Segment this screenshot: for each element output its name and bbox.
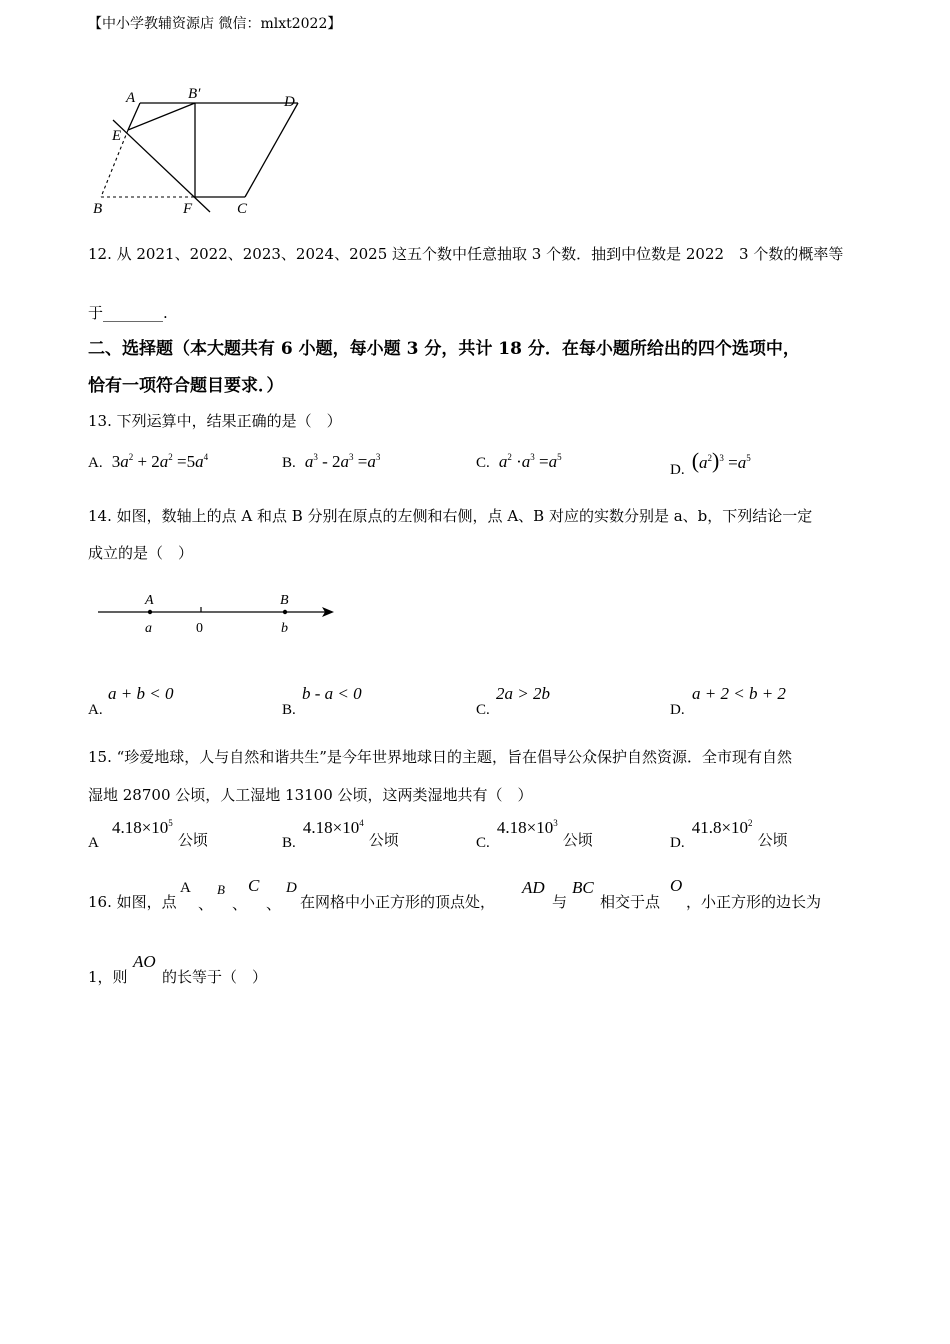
label-a: A xyxy=(126,90,136,106)
q14-option-b-label: B. xyxy=(282,702,296,718)
q15-option-c-unit: 公顷 xyxy=(562,831,593,849)
q13-option-d xyxy=(670,448,751,478)
q16-point-o: O xyxy=(670,876,683,895)
q16-tail: ，小正方形的边长为 xyxy=(686,893,822,911)
q15-option-c-expr: $4.18\times 10^3$ xyxy=(496,818,558,837)
point-b-label: B xyxy=(280,593,289,608)
q15-option-b xyxy=(282,818,399,851)
point-a-value: a xyxy=(145,621,152,636)
label-e: E xyxy=(112,128,122,144)
q16-sep-2: 、 xyxy=(232,895,248,913)
q16-point-d: D xyxy=(286,880,297,896)
q13-option-a-expr: $3a^2 + 2a^2 =5a^4$ xyxy=(111,452,209,471)
q13-option-b-label: B. xyxy=(282,455,296,471)
q13-option-b xyxy=(282,452,380,472)
point-b-value: b xyxy=(281,621,288,636)
q16-point-c: C xyxy=(248,876,260,895)
q13-option-b-expr: $a^3 - 2a^3 =a^3$ xyxy=(304,452,381,471)
label-d: D xyxy=(284,94,295,110)
q15-option-a-expr: $4.18\times 10^5$ xyxy=(111,818,173,837)
q14-line2: 成立的是（ ） xyxy=(88,544,194,562)
q15-option-d-unit: 公顷 xyxy=(757,831,788,849)
q15-line1: 15. “珍爱地球，人与自然和谐共生”是今年世界地球日的主题，旨在倡导公众保护自然资源．全市现有自然 xyxy=(88,748,792,766)
q12-line1: 12. 从 2021、2022、2023、2024、2025 这五个数中任意抽取 3 个数．抽到中位数是 2022 3 个数的概率等 xyxy=(88,245,844,263)
q15-option-a-label: A xyxy=(88,835,99,851)
q16-sep-3: 、 xyxy=(266,895,282,913)
q16-point-b: B xyxy=(217,882,225,897)
q15-option-d-label: D. xyxy=(670,835,685,851)
label-b-prime: B′ xyxy=(188,86,201,102)
q14-option-c-label: C. xyxy=(476,702,490,718)
q14-option-d-label: D. xyxy=(670,702,685,718)
q13-option-c-expr: $a^2 \cdot a^3 =a^5$ xyxy=(498,452,562,471)
q13-option-c xyxy=(476,452,562,472)
q13-option-a xyxy=(88,452,208,472)
number-line xyxy=(90,585,350,645)
q14-line1: 14. 如图，数轴上的点 A 和点 B 分别在原点的左侧和右侧，点 A、B 对应的实数分别是 a、b，下列结论一定 xyxy=(88,507,813,525)
q13-option-d-expr: $(a^2)^3 =a^5$ xyxy=(691,448,751,473)
q16-seg-ao: AO xyxy=(133,952,156,971)
q15-option-c-label: C. xyxy=(476,835,490,851)
q16-sep-1: 、 xyxy=(198,895,214,913)
q14-option-a-expr: a + b < 0 xyxy=(108,684,174,703)
q15-option-b-unit: 公顷 xyxy=(368,831,399,849)
q16-seg-ad: AD xyxy=(522,878,545,897)
edge-dc xyxy=(245,103,298,197)
q16-point-a: A xyxy=(180,880,191,896)
origin-label: 0 xyxy=(196,621,203,636)
q13-stem: 13. 下列运算中，结果正确的是（ ） xyxy=(88,412,342,430)
parallelogram-figure xyxy=(80,80,320,220)
q16-seg-bc: BC xyxy=(572,878,594,897)
q15-option-a-unit: 公顷 xyxy=(177,831,208,849)
q16-prefix: 16. 如图，点 xyxy=(88,893,177,911)
section2-heading-line2: 恰有一项符合题目要求．） xyxy=(88,376,284,396)
q15-option-d-expr: $41.8\times 10^2$ xyxy=(691,818,753,837)
q15-option-c xyxy=(476,818,593,851)
q14-option-d-expr: a + 2 < b + 2 xyxy=(692,684,786,703)
q16-line2-prefix: 1，则 xyxy=(88,968,128,986)
q16-intersect: 相交于点 xyxy=(600,893,661,911)
q13-option-a-label: A. xyxy=(88,455,103,471)
q15-option-b-label: B. xyxy=(282,835,296,851)
q16-mid: 在网格中小正方形的顶点处， xyxy=(300,893,496,911)
page-header: 【中小学教辅资源店 微信：mlxt2022】 xyxy=(88,16,342,32)
q12-line2: 于________. xyxy=(88,304,168,322)
q15-option-a xyxy=(88,818,208,851)
q14-option-c-expr: 2a > 2b xyxy=(496,684,550,703)
q13-option-c-label: C. xyxy=(476,455,490,471)
point-a-label: A xyxy=(145,593,154,608)
section2-heading-line1: 二、选择题（本大题共有 6 小题，每小题 3 分，共计 18 分．在每小题所给出的四个选项中， xyxy=(88,339,800,359)
point-a-dot xyxy=(148,610,152,614)
q14-option-b-expr: b - a < 0 xyxy=(302,684,362,703)
q15-option-d xyxy=(670,818,788,851)
q14-option-a-label: A. xyxy=(88,702,103,718)
q16-line2-tail: 的长等于（ ） xyxy=(162,968,268,986)
point-b-dot xyxy=(283,610,287,614)
label-b: B xyxy=(93,201,103,217)
q16-with: 与 xyxy=(552,893,568,911)
label-f: F xyxy=(183,201,193,217)
q13-option-d-label: D. xyxy=(670,462,685,478)
q15-line2: 湿地 28700 公顷，人工湿地 13100 公顷，这两类湿地共有（ ） xyxy=(88,786,533,804)
label-c: C xyxy=(237,201,248,217)
q15-option-b-expr: $4.18\times 10^4$ xyxy=(302,818,364,837)
